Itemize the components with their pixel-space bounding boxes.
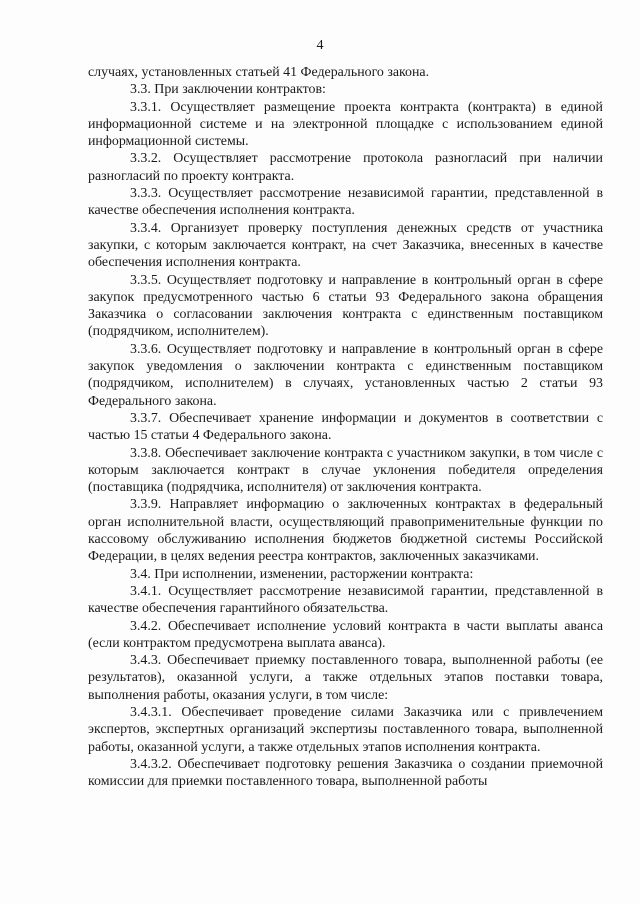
paragraph: 3.3.9. Направляет информацию о заключенных контрактах в федеральный орган исполнительной власти, осуществляющий правоприменительные функции по кассовому обслуживанию исполнения бюджетов бюджетной системы Российской Федерации, в целях ведения реестра контрактов, заключенных заказчиками.: [88, 497, 603, 565]
paragraph: 3.4.3.2. Обеспечивает подготовку решения Заказчика о создании приемочной комиссии для приемки поставленного товара, выполненной работы: [88, 756, 603, 790]
paragraph: 3.3.1. Осуществляет размещение проекта контракта (контракта) в единой информационной системе и на электронной площадке с использованием единой информационной системы.: [88, 99, 603, 150]
paragraph: 3.4.1. Осуществляет рассмотрение независимой гарантии, представленной в качестве обеспечения гарантийного обязательства.: [88, 583, 603, 617]
paragraph: 3.3.5. Осуществляет подготовку и направление в контрольный орган в сфере закупок предусмотренного частью 6 статьи 93 Федерального закона обращения Заказчика о согласовании заключения контракта с единственным поставщиком (подрядчиком, исполнителем).: [88, 272, 603, 340]
paragraph: 3.3.2. Осуществляет рассмотрение протокола разногласий при наличии разногласий по проекту контракта.: [88, 151, 603, 184]
paragraph: 3.3.8. Обеспечивает заключение контракта с участником закупки, в том числе с которым заключается контракт в случае уклонения победителя определения (поставщика (подрядчика, исполнителя) от заключения контракта.: [88, 445, 603, 496]
paragraph: 3.3.7. Обеспечивает хранение информации и документов в соответствии с частью 15 статьи 4 Федерального закона.: [88, 410, 603, 444]
paragraph: случаях, установленных статьей 41 Федерального закона.: [88, 65, 430, 80]
paragraph: 3.3.6. Осуществляет подготовку и направление в контрольный орган в сфере закупок уведомления о заключении контракта с единственным поставщиком (подрядчиком, исполнителем) в случаях, установленных частью 2 статьи 93 Федерального закона.: [88, 341, 603, 409]
paragraph: 3.3.4. Организует проверку поступления денежных средств от участника закупки, с которым заключается контракт, на счет Заказчика, внесенных в качестве обеспечения исполнения контракта.: [88, 220, 603, 271]
section-heading: 3.3. При заключении контрактов:: [130, 82, 326, 98]
page-number: 4: [316, 38, 324, 53]
paragraph: 3.3.3. Осуществляет рассмотрение независимой гарантии, представленной в качестве обеспечения исполнения контракта.: [88, 186, 603, 219]
paragraph: 3.4.2. Обеспечивает исполнение условий контракта в части выплаты аванса (если контрактом предусмотрена выплата аванса).: [88, 618, 603, 651]
paragraph: 3.4.3.1. Обеспечивает проведение силами Заказчика или с привлечением экспертов, экспертных организаций экспертизы поставленного товара, выполненной работы, оказанной услуги, а также отдельных этапов исполнения контракта.: [88, 704, 603, 755]
section-heading: 3.4. При исполнении, изменении, расторжении контракта:: [130, 566, 474, 582]
document-body: [88, 64, 603, 790]
paragraph: 3.4.3. Обеспечивает приемку поставленного товара, выполненной работы (ее результатов), оказанной услуги, а также отдельных этапов поставки товара, выполнения работы, оказания услуги, в том числе:: [88, 653, 603, 703]
